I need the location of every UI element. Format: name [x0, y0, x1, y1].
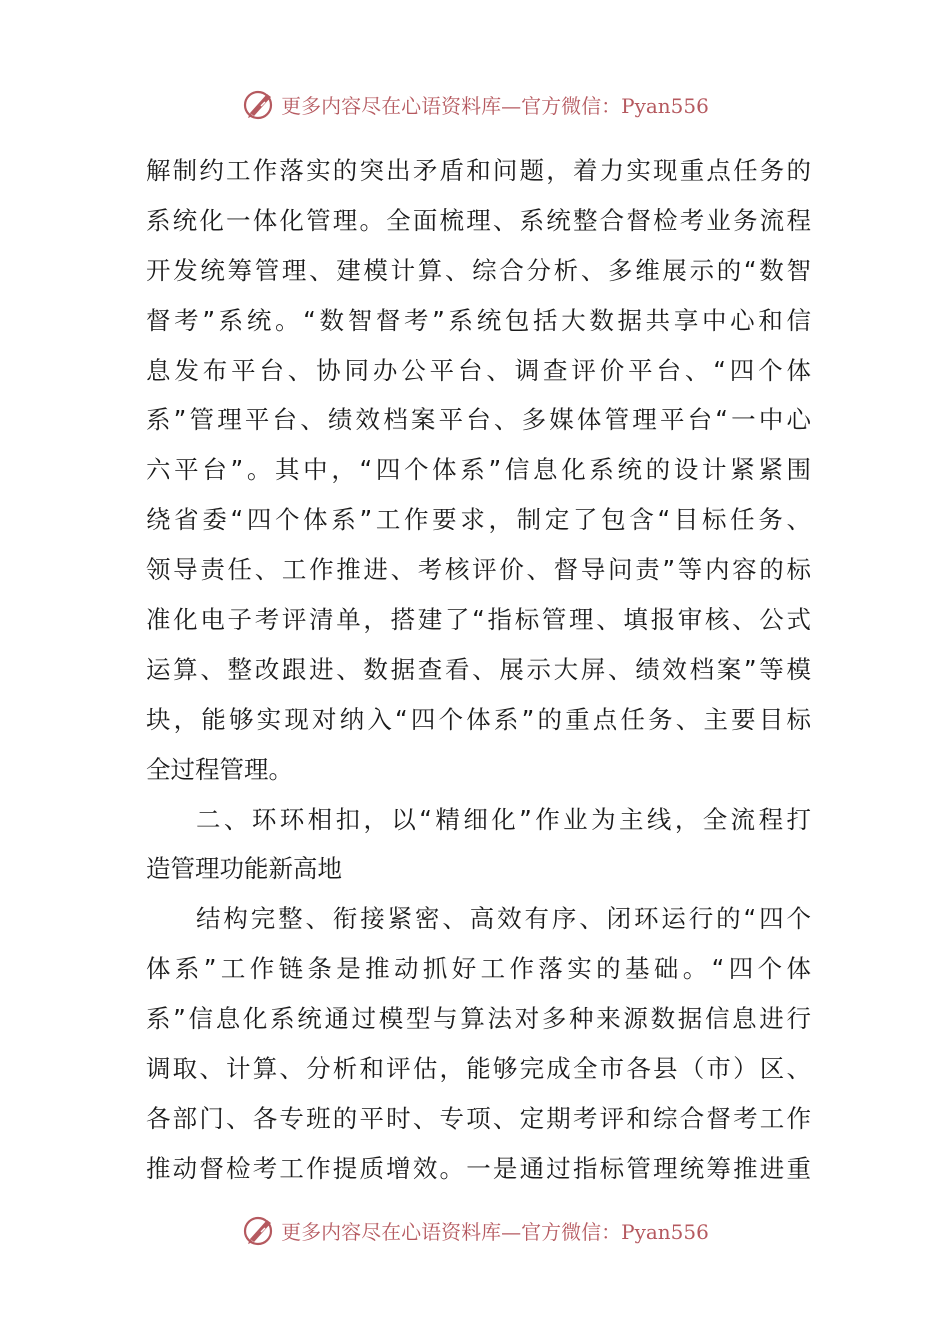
- body-text: [146, 146, 811, 1194]
- section-heading-line: 二、环环相扣，以“精细化”作业为主线，全流程打: [196, 804, 811, 834]
- section-heading-line: 造管理功能新高地: [146, 854, 342, 884]
- text-line: 领导责任、工作推进、考核评价、督导问责”等内容的标: [146, 555, 811, 585]
- footer-banner: [0, 1210, 950, 1250]
- text-line: 块，能够实现对纳入“四个体系”的重点任务、主要目标: [146, 704, 811, 734]
- text-line: 推动督检考工作提质增效。一是通过指标管理统筹推进重: [146, 1153, 811, 1183]
- text-line: 解制约工作落实的突出矛盾和问题，着力实现重点任务的: [146, 156, 811, 185]
- text-line: 系统化一体化管理。全面梳理、系统整合督检考业务流程: [146, 205, 811, 235]
- text-line: 结构完整、衔接紧密、高效有序、闭环运行的“四个: [196, 904, 811, 934]
- text-line: 系”管理平台、绩效档案平台、多媒体管理平台“一中心: [146, 405, 811, 435]
- header-banner: [0, 84, 950, 124]
- text-line: 息发布平台、协同办公平台、调查评价平台、“四个体: [146, 355, 811, 385]
- footer-banner-text: 更多内容尽在心语资料库—官方微信：Pyan556: [281, 1219, 709, 1244]
- text-line: 绕省委“四个体系”工作要求，制定了包含“目标任务、: [146, 505, 811, 535]
- text-line: 六平台”。其中，“四个体系”信息化系统的设计紧紧围: [146, 455, 811, 485]
- text-line: 督考”系统。“数智督考”系统包括大数据共享中心和信: [146, 305, 811, 335]
- text-line: 调取、计算、分析和评估，能够完成全市各县（市）区、: [146, 1054, 811, 1084]
- text-line: 全过程管理。: [146, 754, 293, 784]
- header-banner-text: 更多内容尽在心语资料库—官方微信：Pyan556: [281, 93, 709, 118]
- text-line: 体系”工作链条是推动抓好工作落实的基础。“四个体: [146, 954, 811, 984]
- text-line: 开发统筹管理、建模计算、综合分析、多维展示的“数智: [146, 255, 811, 285]
- text-line: 各部门、各专班的平时、专项、定期考评和综合督考工作: [146, 1103, 811, 1133]
- text-line: 准化电子考评清单，搭建了“指标管理、填报审核、公式: [146, 605, 811, 635]
- pen-logo-icon: [241, 86, 277, 122]
- text-line: 运算、整改跟进、数据查看、展示大屏、绩效档案”等模: [146, 654, 811, 684]
- text-line: 系”信息化系统通过模型与算法对多种来源数据信息进行: [146, 1004, 811, 1034]
- pen-logo-icon: [241, 1212, 277, 1248]
